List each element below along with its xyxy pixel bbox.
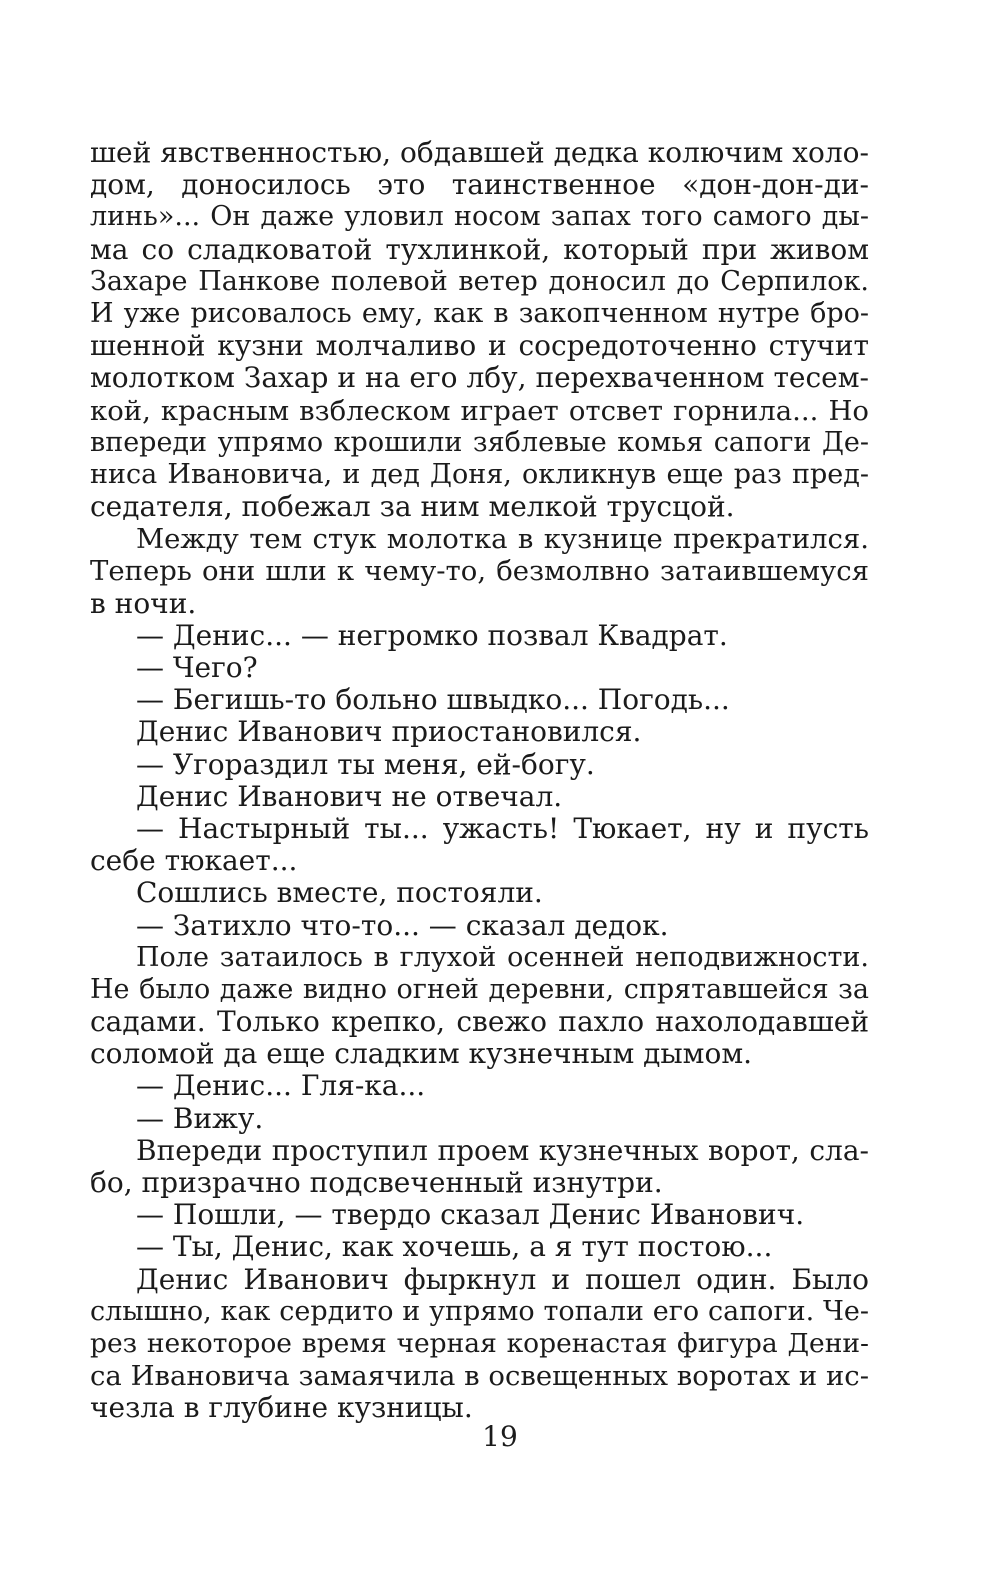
text-line: И уже рисовалось ему, как в закопченном нутре бро- <box>90 297 869 329</box>
text-line: Денис Иванович не отвечал. <box>136 779 563 813</box>
text-line: — Настырный ты... ужасть! Тюкает, ну и пусть <box>136 811 869 845</box>
text-line: Поле затаилось в глухой осенней неподвижности. <box>136 941 869 973</box>
text-line: — Угораздил ты меня, ей-богу. <box>136 747 595 781</box>
text-line: садами. Только крепко, свежо пахло нахолодавшей <box>90 1005 869 1039</box>
text-line: Денис Иванович приостановился. <box>136 715 642 749</box>
text-line: — Денис... Гля-ка... <box>136 1069 426 1103</box>
text-line: бо, призрачно подсвеченный изнутри. <box>90 1166 663 1199</box>
text-line: — Бегишь-то больно швыдко... Погодь... <box>136 683 730 717</box>
text-line: — Вижу. <box>136 1101 264 1135</box>
text-line: седателя, побежал за ним мелкой трусцой. <box>90 490 735 524</box>
text-line: чезла в глубине кузницы. <box>90 1391 473 1425</box>
text-line: — Затихло что-то... — сказал дедок. <box>136 908 669 942</box>
text-line: Не было даже видно огней деревни, спрятавшейся за <box>90 973 869 1005</box>
text-line: Теперь они шли к чему-то, безмолвно затаившемуся <box>90 555 869 588</box>
text-line: линь»... Он даже уловил носом запах того самого ды- <box>90 201 869 233</box>
text-line: ма со сладковатой тухлинкой, который при живом <box>90 232 869 266</box>
text-line: рез некоторое время черная коренастая фигура Дени- <box>90 1327 869 1359</box>
text-line: са Ивановича замаячила в освещенных воротах и ис- <box>90 1360 869 1393</box>
text-line: — Чего? <box>136 651 258 684</box>
text-line: — Ты, Денис, как хочешь, а я тут постою... <box>136 1230 773 1264</box>
text-line: ниса Ивановича, и дед Доня, окликнув еще раз пред- <box>90 458 869 490</box>
text-line: молотком Захар и на его лбу, перехваченном тесем- <box>90 361 869 395</box>
text-line: кой, красным взблеском играет отсвет горнила... Но <box>90 394 869 427</box>
page-number: 19 <box>482 1420 518 1453</box>
text-line: Сошлись вместе, постояли. <box>136 876 543 910</box>
text-line: в ночи. <box>90 586 197 620</box>
text-line: себе тюкает... <box>90 844 298 878</box>
text-line: шей явственностью, обдавшей дедка колючим холо- <box>90 136 869 169</box>
text-line: Впереди проступил проем кузнечных ворот, сла- <box>136 1133 869 1167</box>
text-line: шенной кузни молчаливо и сосредоточенно стучит <box>90 329 869 363</box>
text-line: Между тем стук молотка в кузнице прекратился. <box>136 523 869 556</box>
text-line: впереди упрямо крошили зяблевые комья сапоги Де- <box>90 426 869 458</box>
text-line: Захаре Панкове полевой ветер доносил до Серпилок. <box>90 265 869 297</box>
book-page-text <box>90 137 869 1425</box>
text-line: Денис Иванович фыркнул и пошел один. Было <box>136 1262 869 1296</box>
text-line: — Денис... — негромко позвал Квадрат. <box>136 618 728 652</box>
text-line: дом, доносилось это таинственное «дон-дон-ди- <box>90 168 869 202</box>
text-line: — Пошли, — твердо сказал Денис Иванович. <box>136 1198 805 1232</box>
text-line: слышно, как сердито и упрямо топали его сапоги. Че- <box>90 1295 869 1327</box>
text-line: соломой да еще сладким кузнечным дымом. <box>90 1037 752 1071</box>
